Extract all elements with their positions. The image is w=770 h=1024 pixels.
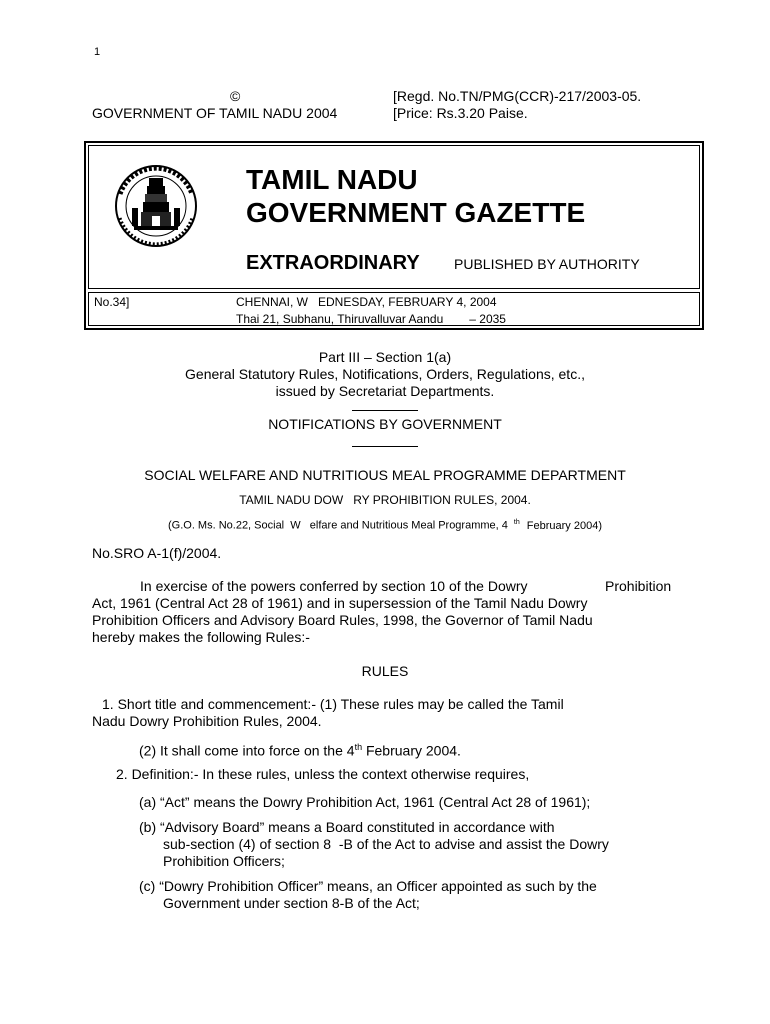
price: [Price: Rs.3.20 Paise. (393, 105, 528, 121)
rules-heading: RULES (361, 663, 409, 679)
rule2-clause-c-line1: (c) “Dowry Prohibition Officer” means, an Officer appointed as such by the (139, 878, 597, 894)
rule2-line1: 2. Definition:- In these rules, unless the context otherwise requires, (116, 766, 530, 782)
preamble-line4: hereby makes the following Rules:- (92, 629, 310, 645)
preamble-line3: Prohibition Officers and Advisory Board Rules, 1998, the Governor of Tamil Nadu (92, 612, 593, 628)
copyright-holder: GOVERNMENT OF TAMIL NADU 2004 (92, 105, 338, 121)
rule-above-notifications (352, 410, 418, 411)
registration-number: [Regd. No.TN/PMG(CCR)-217/2003-05. (393, 88, 642, 104)
rule2-clause-b-line3: Prohibition Officers; (163, 853, 285, 869)
part-line3: issued by Secretariat Departments. (275, 383, 495, 399)
rule2-clause-a: (a) “Act” means the Dowry Prohibition Act, 1961 (Central Act 28 of 1961); (139, 794, 591, 810)
go-reference-tail: February 2004) (523, 519, 602, 532)
rule2-clause-b-line2: sub-section (4) of section 8 -B of the Act to advise and assist the Dowry (163, 836, 609, 852)
preamble-line1: In exercise of the powers conferred by section 10 of the Dowry (140, 578, 528, 594)
preamble-line2: Act, 1961 (Central Act 28 of 1961) and in supersession of the Tamil Nadu Dowry (92, 595, 588, 611)
preamble-line1-end: Prohibition (605, 578, 672, 594)
go-reference (0, 514, 770, 535)
page-number: 1 (94, 46, 101, 58)
tamil-nadu-emblem-icon (106, 164, 206, 248)
rule1-sub2 (139, 739, 461, 760)
part-heading: Part III – Section 1(a) (318, 349, 452, 365)
issue-tamil-date (236, 311, 506, 328)
issue-place-date: CHENNAI, W EDNESDAY, FEBRUARY 4, 2004 (236, 295, 497, 309)
rule2-clause-b-line1: (b) “Advisory Board” means a Board constituted in accordance with (139, 819, 555, 835)
rule1-line1: 1. Short title and commencement:- (1) These rules may be called the Tamil (102, 696, 564, 712)
rule1-sub2-tail: February 2004. (362, 742, 461, 759)
part-line2: General Statutory Rules, Notifications, Orders, Regulations, etc., (185, 366, 585, 382)
rules-title (0, 492, 770, 509)
issue-number: No.34] (94, 295, 130, 309)
copyright-symbol: © (230, 88, 241, 104)
rule2-clause-c-line2: Government under section 8-B of the Act; (163, 895, 420, 911)
gazette-title-line2: GOVERNMENT GAZETTE (246, 197, 586, 228)
go-reference-main: (G.O. Ms. No.22, Social W elfare and Nutritious Meal Programme, 4 (167, 519, 508, 532)
edition-label: EXTRAORDINARY (246, 252, 420, 274)
rule-below-notifications (352, 446, 418, 447)
tamil-year: – 2035 (469, 312, 506, 326)
department-heading: SOCIAL WELFARE AND NUTRITIOUS MEAL PROGRAMME DEPARTMENT (144, 467, 626, 483)
gazette-title-line1: TAMIL NADU (246, 164, 418, 195)
go-reference-sup: th (513, 519, 520, 526)
notifications-heading: NOTIFICATIONS BY GOVERNMENT (268, 416, 502, 432)
sro-number: No.SRO A-1(f)/2004. (92, 545, 222, 561)
rule1-sub2-sup: th (354, 742, 363, 752)
tamil-date-main: Thai 21, Subhanu, Thiruvalluvar Aandu (236, 312, 444, 326)
published-by-authority: PUBLISHED BY AUTHORITY (454, 256, 640, 272)
rule1-sub2-main: (2) It shall come into force on the 4 (139, 742, 355, 759)
rules-title-text: TAMIL NADU DOW RY PROHIBITION RULES, 2004. (239, 493, 531, 507)
rule1-line2: Nadu Dowry Prohibition Rules, 2004. (92, 713, 322, 729)
